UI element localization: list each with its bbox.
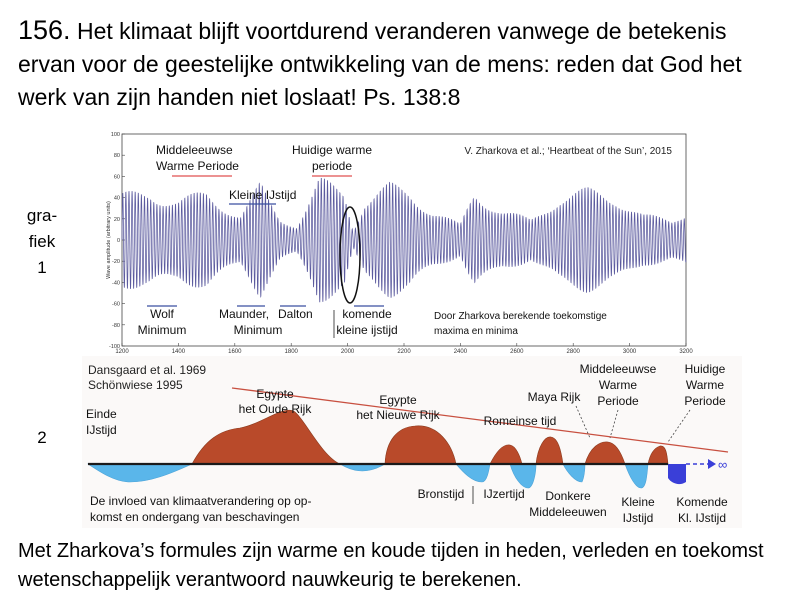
x-tick-label: 2000 [340, 349, 355, 355]
y-tick-label: 40 [113, 195, 120, 202]
label-egypt-old-kingdom: Egypte [256, 387, 294, 401]
annotation-current-warm: Huidige warme [291, 143, 373, 157]
annotation-maunder-minimum: Maunder, [219, 307, 270, 321]
label-end-ice-age: Einde [86, 407, 117, 421]
y-tick-label: 100 [110, 132, 120, 138]
label-medieval-warm-period: Periode [597, 394, 639, 408]
y-tick-label: 60 [113, 174, 120, 181]
annotation-medieval-warm: Warme Periode [156, 159, 239, 173]
x-tick-label: 2800 [566, 349, 580, 355]
y-tick-label: -20 [112, 259, 120, 266]
grafiek-label-line-1: gra- [26, 206, 58, 225]
x-tick-label: 1600 [228, 349, 242, 355]
heading-number: 156. [18, 15, 71, 45]
label-coming-little-ice-age: Kl. IJstijd [677, 511, 727, 525]
label-end-ice-age: IJstijd [86, 423, 117, 437]
grafiek-label-line-2: fiek [28, 232, 56, 251]
heading-text: Het klimaat blijft voortdurend veranderen vanwege de betekenis ervan voor de geestelijke ontwikkeling van de mens: reden dat God het werk van zijn handen niet loslaat! Ps. 138:8 [18, 18, 742, 110]
annotation-coming-ice-age: kleine ijstijd [336, 323, 398, 337]
label-current-warm-period: Warme [685, 378, 725, 392]
x-tick-label: 1400 [171, 349, 186, 355]
panel-2-caption: De invloed van klimaatverandering op op- [90, 494, 312, 508]
source-dansgaard: Dansgaard et al. 1969 [88, 363, 207, 377]
y-tick-label: 80 [113, 153, 120, 160]
panel-2-caption: komst en ondergang van beschavingen [90, 510, 300, 524]
infinity-symbol: ∞ [718, 457, 728, 472]
label-coming-little-ice-age: Komende [676, 495, 728, 509]
label-roman-period: Romeinse tijd [483, 414, 557, 428]
label-egypt-old-kingdom: het Oude Rijk [238, 402, 312, 416]
x-tick-label: 3200 [679, 349, 693, 355]
x-tick-label: 1800 [284, 349, 298, 355]
annotation-wolf-minimum: Minimum [137, 323, 187, 337]
label-bronze-age: Bronstijd [417, 487, 465, 501]
annotation-dalton-minimum: Dalton [278, 307, 313, 321]
label-medieval-warm-period: Middeleeuwse [579, 362, 657, 376]
label-dark-ages: Middeleeuwen [529, 505, 607, 519]
label-iron-age: IJzertijd [483, 487, 525, 501]
annotation-current-warm: periode [311, 159, 353, 173]
y-tick-label: -60 [112, 301, 120, 308]
label-little-ice-age: IJstijd [622, 511, 654, 525]
annotation-medieval-warm: Middeleeuwse [156, 143, 233, 157]
x-tick-label: 2200 [397, 349, 411, 355]
y-axis-label: Wave amplitude (arbitrary units) [106, 201, 112, 279]
label-little-ice-age: Kleine [621, 495, 655, 509]
y-tick-label: 0 [116, 238, 120, 244]
label-maya-empire: Maya Rijk [527, 390, 581, 404]
label-egypt-new-kingdom: het Nieuwe Rijk [356, 408, 440, 422]
chart-source: V. Zharkova et al.; ‘Heartbeat of the Sun’, 2015 [464, 146, 672, 157]
x-tick-label: 3000 [622, 349, 637, 355]
annotation-zharkova-forecast: maxima en minima [434, 326, 518, 337]
annotation-wolf-minimum: Wolf [150, 307, 174, 321]
annotation-coming-ice-age: komende [342, 307, 392, 321]
label-medieval-warm-period: Warme [598, 378, 638, 392]
annotation-little-ice-age: Kleine IJstijd [229, 188, 297, 202]
source-schonwiese: Schönwiese 1995 [88, 378, 183, 392]
x-tick-label: 2600 [510, 349, 524, 355]
y-tick-label: -100 [108, 344, 120, 350]
x-tick-label: 1200 [115, 349, 129, 355]
label-current-warm-period: Huidige [684, 362, 726, 376]
label-dark-ages: Donkere [545, 489, 591, 503]
x-tick-label: 2400 [453, 349, 468, 355]
label-current-warm-period: Periode [684, 394, 726, 408]
footer-text: Met Zharkova’s formules zijn warme en koude tijden in heden, verleden en toekomst wetenschappelijk verantwoord nauwkeurig te berekenen. [18, 540, 764, 591]
grafiek-label-line-3: 1 [37, 258, 47, 277]
label-egypt-new-kingdom: Egypte [379, 393, 417, 407]
graph-2-label: 2 [37, 428, 47, 447]
annotation-zharkova-forecast: Door Zharkova berekende toekomstige [434, 311, 607, 322]
y-tick-label: -80 [112, 322, 120, 329]
y-tick-label: 20 [113, 216, 120, 223]
annotation-maunder-minimum: Minimum [233, 323, 283, 337]
y-tick-label: -40 [112, 280, 120, 287]
